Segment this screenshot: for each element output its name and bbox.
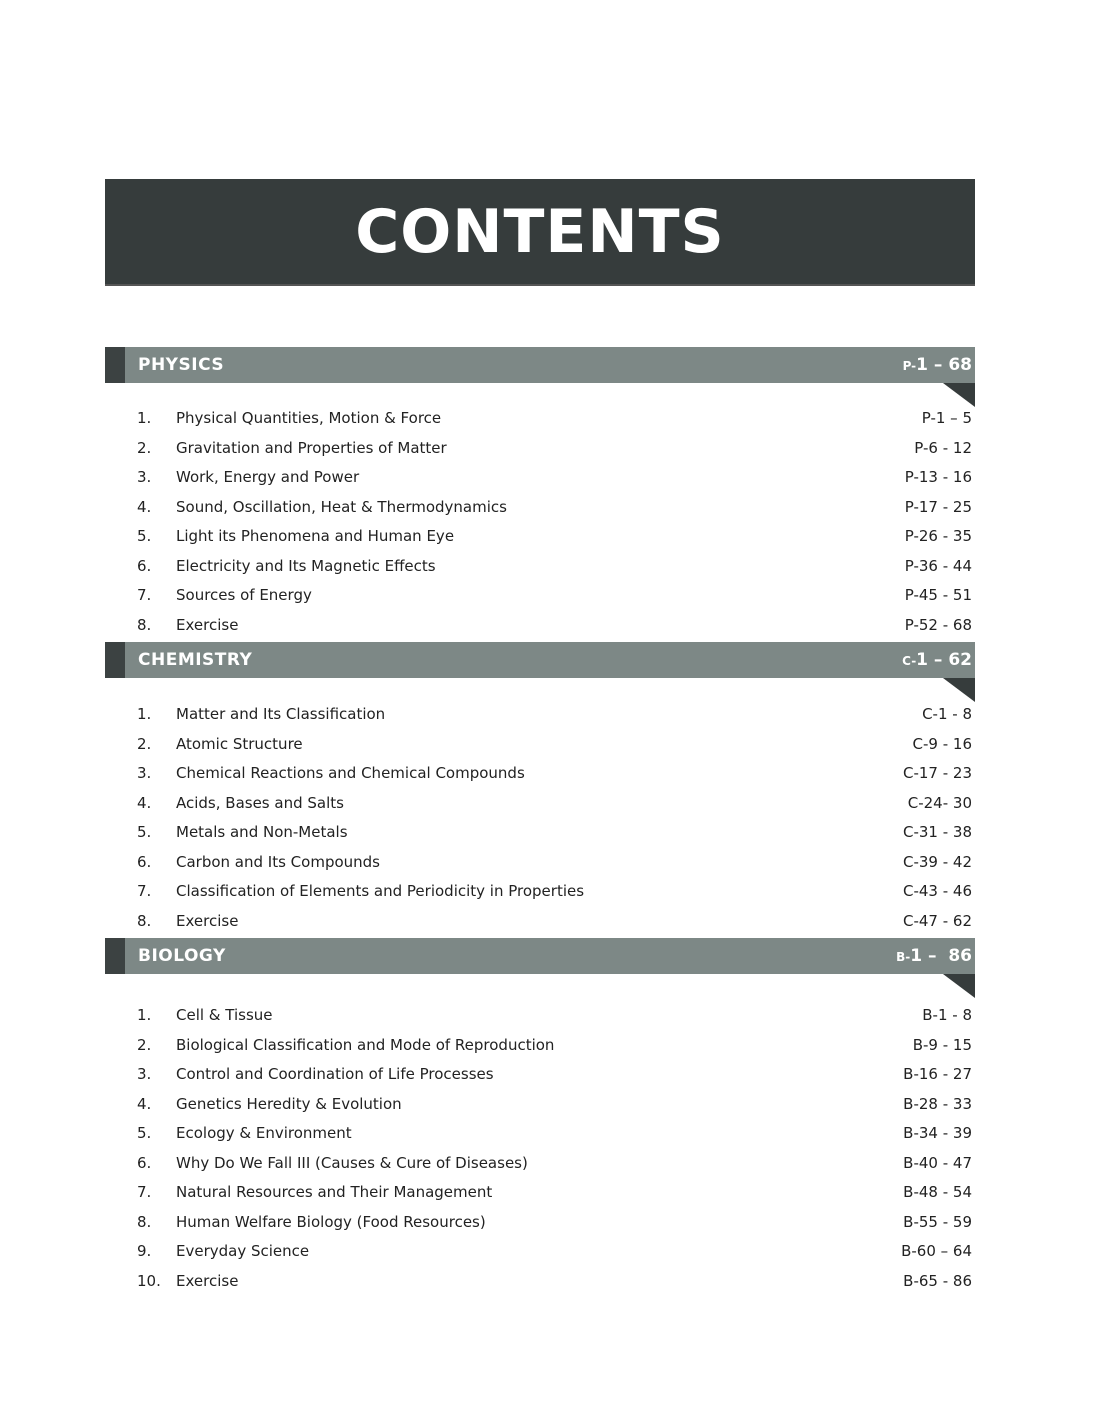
toc-item[interactable]: 3. Chemical Reactions and Chemical Compounds C-17 - 23 [137, 764, 972, 782]
section-range: P-1 – 68 [902, 355, 972, 375]
section-title: PHYSICS [138, 355, 225, 375]
corner-fold [943, 383, 975, 407]
toc-item[interactable]: 4. Sound, Oscillation, Heat & Thermodynamics P-17 - 25 [137, 497, 972, 516]
toc-item[interactable]: 5. Light its Phenomena and Human Eye P-26 - 35 [137, 527, 972, 545]
toc-item[interactable]: 6. Carbon and Its Compounds C-39 - 42 [137, 852, 972, 871]
corner-fold [943, 678, 975, 702]
section-title: BIOLOGY [138, 946, 226, 966]
section-range: B-1 – 86 [896, 946, 972, 966]
section-chemistry [105, 642, 975, 930]
toc-item[interactable]: 7. Natural Resources and Their Management B-48 - 54 [137, 1183, 972, 1201]
toc-item[interactable]: 8. Exercise P-52 - 68 [137, 615, 972, 634]
toc-item[interactable]: 2. Biological Classification and Mode of Reproduction B-9 - 15 [137, 1035, 972, 1054]
toc-item[interactable]: 5. Ecology & Environment B-34 - 39 [137, 1124, 972, 1142]
section-header [105, 938, 975, 974]
section-accent [105, 642, 125, 678]
toc-item[interactable]: 6. Electricity and Its Magnetic Effects P-36 - 44 [137, 556, 972, 575]
section-biology [105, 938, 975, 1290]
page-title: CONTENTS [355, 196, 725, 267]
toc-item[interactable]: 3. Work, Energy and Power P-13 - 16 [137, 468, 972, 486]
toc-item[interactable]: 6. Why Do We Fall III (Causes & Cure of Diseases) B-40 - 47 [137, 1153, 972, 1172]
section-accent [105, 347, 125, 383]
toc-item[interactable]: 2. Atomic Structure C-9 - 16 [137, 734, 972, 753]
title-banner [105, 179, 975, 286]
toc-item[interactable]: 1. Physical Quantities, Motion & Force P-1 – 5 [137, 409, 972, 427]
toc-item[interactable]: 4. Acids, Bases and Salts C-24- 30 [137, 793, 972, 812]
toc-item[interactable]: 8. Exercise C-47 - 62 [137, 911, 972, 930]
toc-item[interactable]: 8. Human Welfare Biology (Food Resources) B-55 - 59 [137, 1212, 972, 1231]
toc-item[interactable]: 7. Classification of Elements and Periodicity in Properties C-43 - 46 [137, 882, 972, 900]
toc-item[interactable]: 3. Control and Coordination of Life Processes B-16 - 27 [137, 1065, 972, 1083]
toc-item[interactable]: 5. Metals and Non-Metals C-31 - 38 [137, 823, 972, 841]
toc-item[interactable]: 2. Gravitation and Properties of Matter P-6 - 12 [137, 438, 972, 457]
section-accent [105, 938, 125, 974]
toc-item[interactable]: 10. Exercise B-65 - 86 [137, 1271, 972, 1290]
section-header [105, 642, 975, 678]
section-title: CHEMISTRY [138, 650, 253, 670]
toc-item[interactable]: 1. Matter and Its Classification C-1 - 8 [137, 705, 972, 723]
section-range: C-1 – 62 [902, 650, 972, 670]
toc-item[interactable]: 4. Genetics Heredity & Evolution B-28 - 33 [137, 1094, 972, 1113]
corner-fold [943, 974, 975, 998]
section-physics [105, 347, 975, 634]
toc-item[interactable]: 7. Sources of Energy P-45 - 51 [137, 586, 972, 604]
toc-item[interactable]: 1. Cell & Tissue B-1 - 8 [137, 1006, 972, 1024]
section-header [105, 347, 975, 383]
toc-item[interactable]: 9. Everyday Science B-60 – 64 [137, 1242, 972, 1260]
